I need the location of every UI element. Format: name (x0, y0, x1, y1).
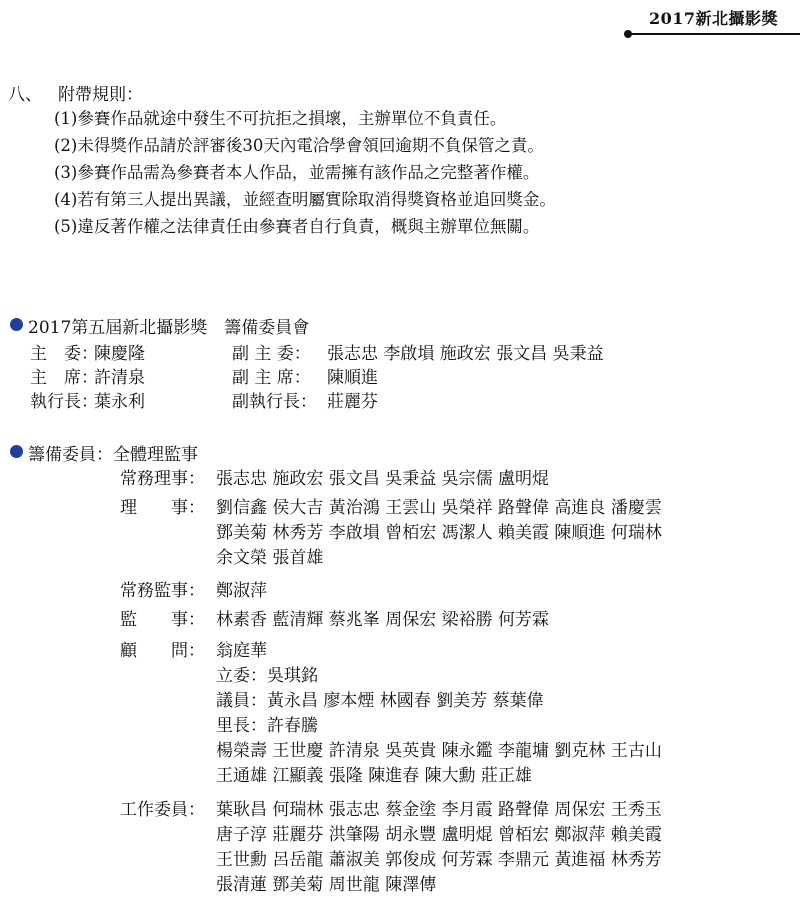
role-name: 許清泉 (94, 368, 145, 388)
directors-label: 理 事： (120, 498, 205, 518)
rule-item: (3)參賽作品需為參賽者本人作品，並需擁有該作品之完整著作權。 (54, 163, 540, 182)
working-committee-line: 張清蓮 鄧美菊 周世龍 陳澤傳 (216, 875, 437, 895)
committee-role-left (30, 363, 145, 388)
role-name: 葉永利 (94, 392, 145, 412)
directors-line: 劉信鑫 侯大吉 黃治鴻 王雲山 吳榮祥 路聲偉 高進良 潘慶雲 (216, 498, 662, 518)
role-label: 議員： (216, 691, 267, 711)
role-label: 里長： (216, 716, 267, 736)
bullet-icon (10, 318, 23, 331)
supervisors-row (120, 605, 549, 630)
advisors-line: 王通雄 江顯義 張隆 陳進春 陳大勳 莊正雄 (216, 766, 533, 786)
role-names: 許春騰 (267, 716, 318, 736)
header-rule (630, 33, 800, 35)
rule-item: (2)未得獎作品請於評審後30天內電洽學會領回逾期不負保管之責。 (54, 136, 544, 155)
committee-role-left (30, 387, 145, 412)
committee-role-right (232, 339, 604, 364)
role-label: 常務監事： (120, 581, 205, 601)
bullet-icon (10, 445, 23, 458)
role-name: 張志忠 李啟塤 施政宏 張文昌 吳秉益 (327, 344, 604, 364)
section-number: 八、 (8, 85, 42, 105)
advisors-row (120, 636, 267, 661)
advisor-legislator-row (216, 661, 318, 686)
working-committee-line: 王世勳 呂岳龍 蕭淑美 郭俊成 何芳霖 李鼎元 黃進福 林秀芳 (216, 850, 662, 870)
role-label: 監 事： (120, 610, 205, 630)
role-label: 副 主 委： (232, 344, 311, 364)
committee-role-left (30, 339, 145, 364)
directors-line: 鄧美菊 林秀芳 李啟塤 曾栢宏 馮潔人 賴美霞 陳順進 何瑞林 (216, 523, 662, 543)
advisor-village-chief-row (216, 711, 318, 736)
working-committee-label: 工作委員： (120, 800, 205, 820)
role-names: 林素香 藍清輝 蔡兆峯 周保宏 梁裕勝 何芳霖 (216, 610, 550, 630)
section-8-heading (8, 80, 143, 105)
rule-item: (4)若有第三人提出異議，並經查明屬實除取消得獎資格並追回獎金。 (54, 190, 556, 209)
role-names: 黃永昌 廖本煙 林國春 劉美芳 蔡葉偉 (267, 691, 544, 711)
page-header-title: 2017新北攝影獎 (648, 9, 778, 28)
role-label: 常務理事： (120, 469, 205, 489)
working-committee-line: 唐子淳 莊麗芬 洪肇陽 胡永豐 盧明焜 曾栢宏 鄭淑萍 賴美霞 (216, 825, 662, 845)
executive-directors-row (120, 464, 549, 489)
role-names: 吳琪銘 (267, 666, 318, 686)
working-committee-line: 葉耿昌 何瑞林 張志忠 蔡金塗 李月霞 路聲偉 周保宏 王秀玉 (216, 800, 662, 820)
role-names: 翁庭華 (216, 641, 267, 661)
directors-line: 余文榮 張首雄 (216, 548, 324, 568)
role-label: 顧 問： (120, 641, 205, 661)
role-label: 立委： (216, 666, 267, 686)
committee-role-right (232, 363, 378, 388)
role-label: 副執行長： (232, 392, 317, 412)
committee-heading: 2017第五屆新北攝影獎 籌備委員會 (28, 318, 310, 338)
section-title: 附帶規則： (58, 85, 143, 105)
role-label: 主 委： (30, 344, 98, 364)
advisor-councilors-row (216, 686, 544, 711)
role-label: 主 席： (30, 368, 98, 388)
role-label: 執行長： (30, 392, 98, 412)
role-label: 副 主 席： (232, 368, 311, 388)
rule-item: (1)參賽作品就途中發生不可抗拒之損壞，主辦單位不負責任。 (54, 109, 507, 128)
role-names: 張志忠 施政宏 張文昌 吳秉益 吳宗儒 盧明焜 (216, 469, 550, 489)
members-heading: 籌備委員：全體理監事 (28, 445, 198, 465)
committee-role-right (232, 387, 378, 412)
role-name: 陳慶隆 (94, 344, 145, 364)
role-name: 莊麗芬 (327, 392, 378, 412)
role-names: 鄭淑萍 (216, 581, 267, 601)
role-name: 陳順進 (327, 368, 378, 388)
rule-item: (5)違反著作權之法律責任由參賽者自行負責，概與主辦單位無關。 (54, 217, 540, 236)
advisors-line: 楊榮壽 王世慶 許清泉 吳英貴 陳永鑑 李龍墉 劉克林 王古山 (216, 741, 662, 761)
executive-supervisor-row (120, 576, 267, 601)
